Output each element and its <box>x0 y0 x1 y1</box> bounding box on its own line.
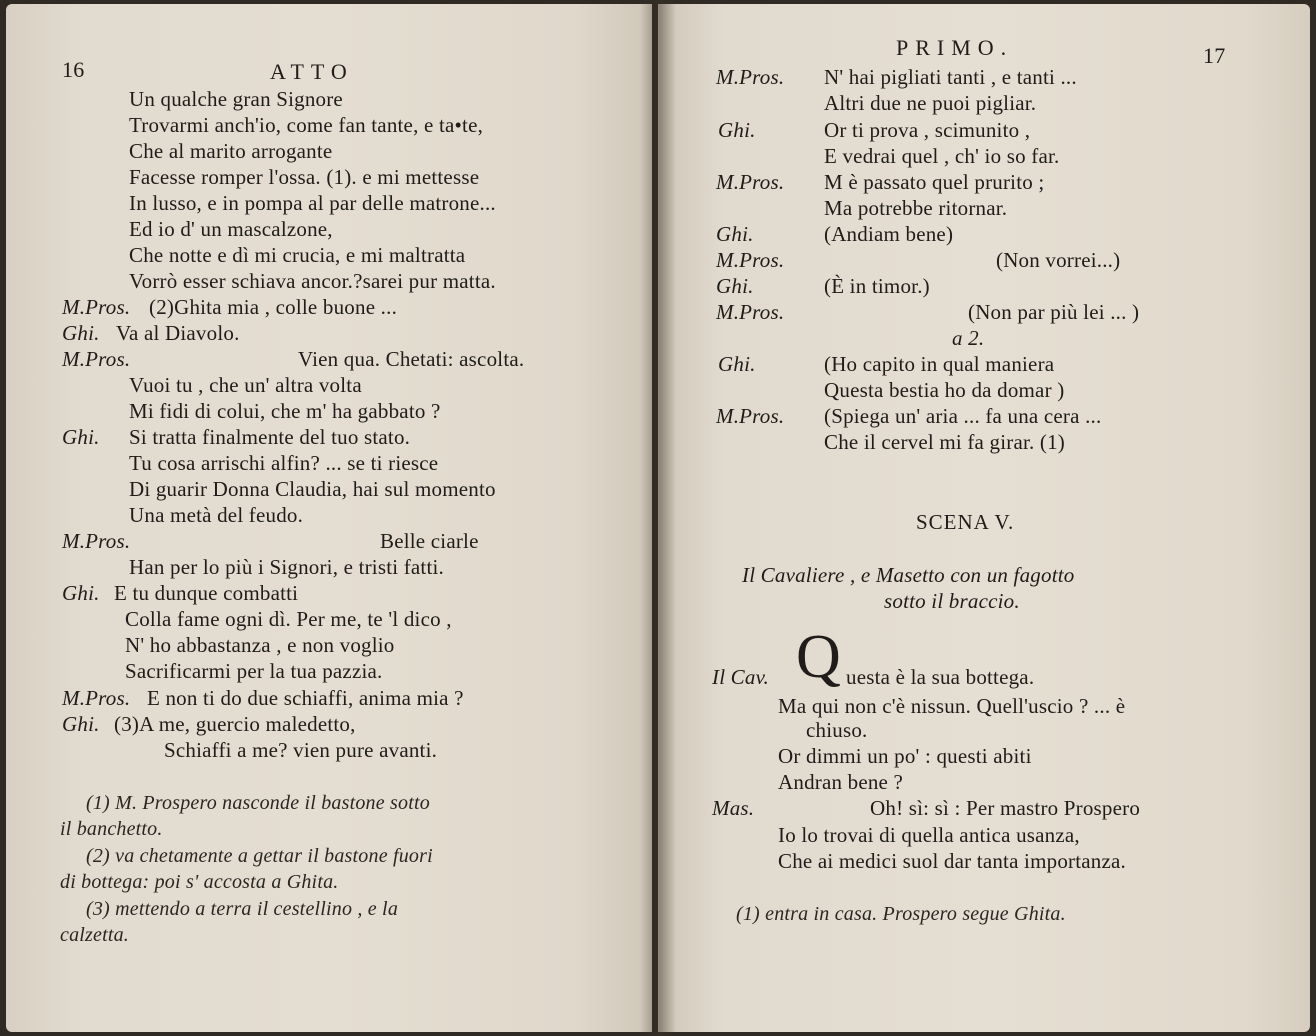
speaker-label: Ghi. <box>62 581 100 605</box>
verse-line: Or ti prova , scimunito , <box>824 118 1031 142</box>
verse-line: In lusso, e in pompa al par delle matrone... <box>129 191 496 215</box>
speaker-label: M.Pros. <box>716 65 785 89</box>
stage-direction: sotto il braccio. <box>884 589 1020 613</box>
speaker-label: Ghi. <box>62 321 100 345</box>
verse-line: Vien qua. Chetati: ascolta. <box>298 347 525 371</box>
verse-line: Belle ciarle <box>380 529 479 553</box>
verse-line: chiuso. <box>806 718 868 742</box>
verse-line: (2)Ghita mia , colle buone ... <box>149 295 398 319</box>
right-running-head: PRIMO. <box>896 35 1014 60</box>
verse-line: E tu dunque combatti <box>114 581 299 605</box>
left-page <box>6 4 652 1032</box>
speaker-label: Ghi. <box>62 712 100 736</box>
verse-line: Ma qui non c'è nissun. Quell'uscio ? ... è <box>778 694 1126 718</box>
right-page <box>658 4 1310 1032</box>
a-due-marker: a 2. <box>952 326 985 350</box>
verse-line: (Andiam bene) <box>824 222 954 246</box>
footnote-line: (1) entra in casa. Prospero segue Ghita. <box>736 903 1066 925</box>
scene-title: SCENA V. <box>916 510 1015 534</box>
speaker-label: Ghi. <box>716 222 754 246</box>
verse-line: Ed io d' un mascalzone, <box>129 217 333 241</box>
verse-line: Che notte e dì mi crucia, e mi maltratta <box>129 243 466 267</box>
verse-line: N' ho abbastanza , e non voglio <box>125 633 395 657</box>
verse-line: Han per lo più i Signori, e tristi fatti. <box>129 555 444 579</box>
verse-line: Colla fame ogni dì. Per me, te 'l dico , <box>125 607 452 631</box>
verse-line: Questa bestia ho da domar ) <box>824 378 1065 402</box>
footnote-line: (1) M. Prospero nasconde il bastone sotto <box>86 792 430 814</box>
verse-line: Vorrò esser schiava ancor.?sarei pur matta. <box>129 269 496 293</box>
verse-line: Una metà del feudo. <box>129 503 304 527</box>
speaker-label: Il Cav. <box>712 665 769 689</box>
speaker-label: M.Pros. <box>62 295 131 319</box>
footnote-line: (2) va chetamente a gettar il bastone fuori <box>86 845 433 867</box>
left-page-number: 16 <box>62 57 85 82</box>
footnote-line: di bottega: poi s' accosta a Ghita. <box>60 871 339 893</box>
verse-line: Trovarmi anch'io, come fan tante, e ta•te, <box>129 113 484 137</box>
verse-line: (3)A me, guercio maledetto, <box>114 712 356 736</box>
speaker-label: M.Pros. <box>62 347 131 371</box>
verse-line: Altri due ne puoi pigliar. <box>824 91 1037 115</box>
verse-line: Io lo trovai di quella antica usanza, <box>778 823 1080 847</box>
verse-line: (Non vorrei...) <box>996 248 1121 272</box>
verse-line: uesta è la sua bottega. <box>846 665 1035 689</box>
verse-line: Tu cosa arrischi alfin? ... se ti riesce <box>129 451 439 475</box>
left-running-head: ATTO <box>270 59 354 84</box>
verse-line: E vedrai quel , ch' io so far. <box>824 144 1060 168</box>
speaker-label: M.Pros. <box>716 170 785 194</box>
speaker-label: Ghi. <box>62 425 100 449</box>
footnote-line: il banchetto. <box>60 818 163 840</box>
speaker-label: Ghi. <box>716 274 754 298</box>
speaker-label: M.Pros. <box>716 404 785 428</box>
verse-line: Vuoi tu , che un' altra volta <box>129 373 362 397</box>
verse-line: Ma potrebbe ritornar. <box>824 196 1008 220</box>
verse-line: Andran bene ? <box>778 770 904 794</box>
speaker-label: M.Pros. <box>62 686 131 710</box>
verse-line: E non ti do due schiaffi, anima mia ? <box>147 686 464 710</box>
verse-line: Va al Diavolo. <box>116 321 240 345</box>
verse-line: M è passato quel prurito ; <box>824 170 1045 194</box>
speaker-label: Ghi. <box>718 352 756 376</box>
verse-line: (Spiega un' aria ... fa una cera ... <box>824 404 1102 428</box>
speaker-label: Ghi. <box>718 118 756 142</box>
speaker-label: M.Pros. <box>62 529 131 553</box>
speaker-label: M.Pros. <box>716 300 785 324</box>
verse-line: Che il cervel mi fa girar. (1) <box>824 430 1065 454</box>
verse-line: Oh! sì: sì : Per mastro Prospero <box>870 796 1141 820</box>
verse-line: Di guarir Donna Claudia, hai sul momento <box>129 477 496 501</box>
verse-line: Che al marito arrogante <box>129 139 333 163</box>
stage-direction: Il Cavaliere , e Masetto con un fagotto <box>742 563 1075 587</box>
verse-line: Or dimmi un po' : questi abiti <box>778 744 1032 768</box>
verse-line: Che ai medici suol dar tanta importanza. <box>778 849 1126 873</box>
verse-line: Facesse romper l'ossa. (1). e mi mettesse <box>129 165 480 189</box>
verse-line: Schiaffi a me? vien pure avanti. <box>164 738 438 762</box>
verse-line: (È in timor.) <box>824 274 930 298</box>
drop-cap: Q <box>796 623 841 691</box>
footnote-line: (3) mettendo a terra il cestellino , e la <box>86 898 399 920</box>
verse-line: (Non par più lei ... ) <box>968 300 1140 324</box>
verse-line: Un qualche gran Signore <box>129 87 343 111</box>
verse-line: Si tratta finalmente del tuo stato. <box>129 425 411 449</box>
verse-line: (Ho capito in qual maniera <box>824 352 1055 376</box>
right-page-number: 17 <box>1203 43 1226 68</box>
verse-line: N' hai pigliati tanti , e tanti ... <box>824 65 1077 89</box>
verse-line: Mi fidi di colui, che m' ha gabbato ? <box>129 399 441 423</box>
speaker-label: Mas. <box>712 796 755 820</box>
footnote-line: calzetta. <box>60 924 130 946</box>
speaker-label: M.Pros. <box>716 248 785 272</box>
verse-line: Sacrificarmi per la tua pazzia. <box>125 659 383 683</box>
